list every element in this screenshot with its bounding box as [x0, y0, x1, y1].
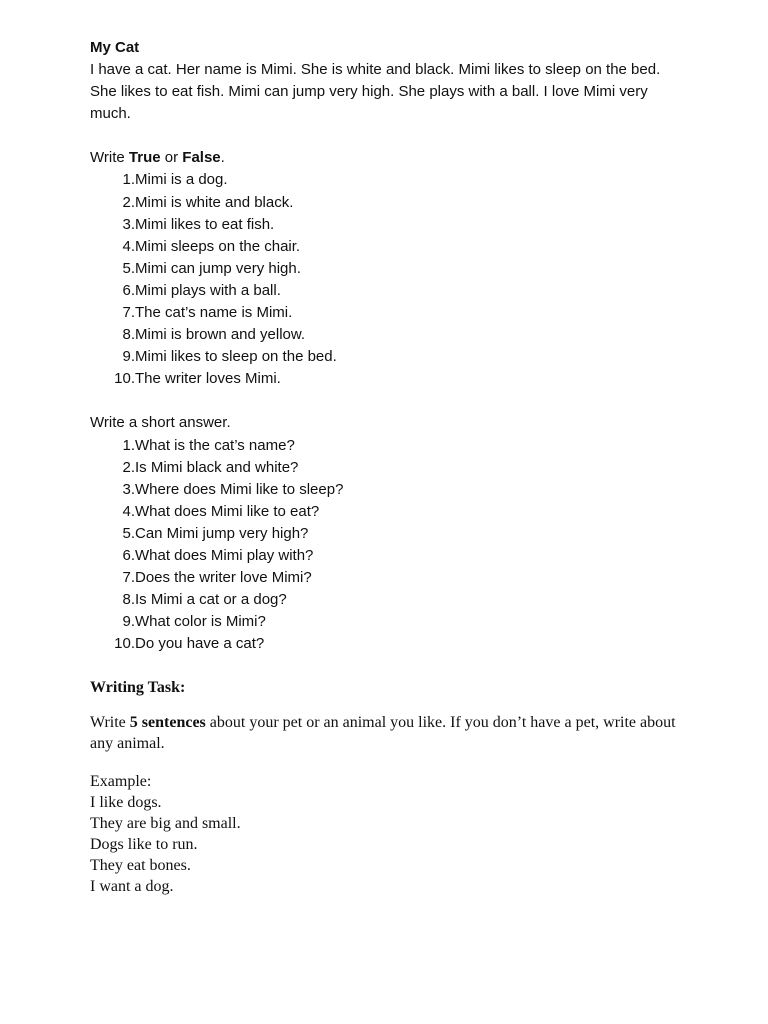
word-true: True [128, 149, 161, 167]
list-item [90, 346, 690, 368]
list-item [90, 479, 690, 501]
item-number: 1. [122, 436, 135, 454]
item-text: Is Mimi a cat or a dog? [135, 591, 287, 609]
list-item [90, 611, 690, 633]
item-number: 4. [122, 502, 135, 520]
example-line: I want a dog. [90, 878, 174, 896]
story-text: I have a cat. Her name is Mimi. She is white and black. Mimi likes to sleep on the bed. She likes to eat fish. Mimi can jump very high. She plays with a ball. I love Mimi very much. [90, 61, 661, 123]
item-number: 9. [122, 613, 135, 631]
item-text: What color is Mimi? [135, 613, 266, 631]
item-text: Does the writer love Mimi? [135, 569, 312, 587]
writing-task-section [90, 677, 690, 897]
example-line: They eat bones. [90, 857, 191, 875]
item-text: Is Mimi black and white? [135, 458, 299, 476]
item-text: Mimi likes to sleep on the bed. [135, 348, 337, 366]
item-text: What is the cat’s name? [135, 436, 295, 454]
example-line: They are big and small. [90, 815, 241, 833]
item-text: Can Mimi jump very high? [135, 524, 309, 542]
true-false-section [90, 147, 690, 390]
list-item [90, 236, 690, 258]
example-label: Example: [90, 773, 152, 791]
list-item [90, 192, 690, 214]
item-text: Mimi can jump very high. [135, 259, 301, 277]
writing-task-prompt [90, 712, 690, 754]
short-answer-instruction: Write a short answer. [90, 414, 231, 432]
item-text: Mimi is white and black. [135, 193, 294, 211]
list-item [90, 368, 690, 390]
instruction-suffix: . [220, 149, 225, 167]
item-text: Mimi sleeps on the chair. [135, 237, 301, 255]
item-number: 4. [122, 237, 135, 255]
prompt-bold: 5 sentences [129, 714, 206, 732]
example-line: I like dogs. [90, 794, 162, 812]
list-item [90, 280, 690, 302]
story-section [90, 37, 690, 125]
list-item [90, 435, 690, 457]
list-item [90, 214, 690, 236]
item-number: 7. [122, 569, 135, 587]
item-text: The cat’s name is Mimi. [135, 304, 293, 322]
list-item [90, 545, 690, 567]
item-number: 2. [122, 193, 135, 211]
list-item [90, 258, 690, 280]
item-text: Where does Mimi like to sleep? [135, 480, 344, 498]
list-item [90, 324, 690, 346]
short-answer-section [90, 412, 690, 655]
list-item [90, 302, 690, 324]
item-number: 2. [122, 458, 135, 476]
item-number: 7. [122, 304, 135, 322]
item-number: 5. [122, 524, 135, 542]
item-text: Do you have a cat? [135, 635, 265, 653]
list-item [90, 589, 690, 611]
item-text: Mimi is brown and yellow. [135, 326, 306, 344]
instruction-prefix: Write [90, 149, 129, 167]
true-false-list [90, 169, 690, 390]
item-number: 6. [122, 546, 135, 564]
prompt-suffix: about your pet or an animal you like. If you don’t have a pet, write about any animal. [90, 714, 676, 753]
list-item [90, 633, 690, 655]
list-item [90, 523, 690, 545]
item-number: 1. [122, 171, 135, 189]
story-title: My Cat [90, 39, 140, 56]
word-false: False [182, 149, 221, 167]
list-item [90, 501, 690, 523]
item-number: 3. [122, 480, 135, 498]
worksheet-page [90, 37, 690, 897]
item-number: 8. [122, 326, 135, 344]
item-text: Mimi is a dog. [135, 171, 228, 189]
word-or: or [160, 149, 183, 167]
item-text: What does Mimi play with? [135, 546, 314, 564]
item-number: 10. [114, 370, 135, 388]
item-text: Mimi plays with a ball. [135, 281, 281, 299]
list-item [90, 567, 690, 589]
item-text: Mimi likes to eat fish. [135, 215, 275, 233]
item-number: 6. [122, 281, 135, 299]
list-item [90, 169, 690, 191]
item-number: 8. [122, 591, 135, 609]
item-number: 3. [122, 215, 135, 233]
item-number: 10. [114, 635, 135, 653]
true-false-instruction [90, 147, 690, 169]
example-line: Dogs like to run. [90, 836, 198, 854]
item-text: What does Mimi like to eat? [135, 502, 320, 520]
list-item [90, 457, 690, 479]
item-number: 5. [122, 259, 135, 277]
item-text: The writer loves Mimi. [135, 370, 281, 388]
short-answer-list [90, 435, 690, 656]
prompt-prefix: Write [90, 714, 130, 732]
item-number: 9. [122, 348, 135, 366]
writing-task-title: Writing Task: [90, 679, 186, 697]
